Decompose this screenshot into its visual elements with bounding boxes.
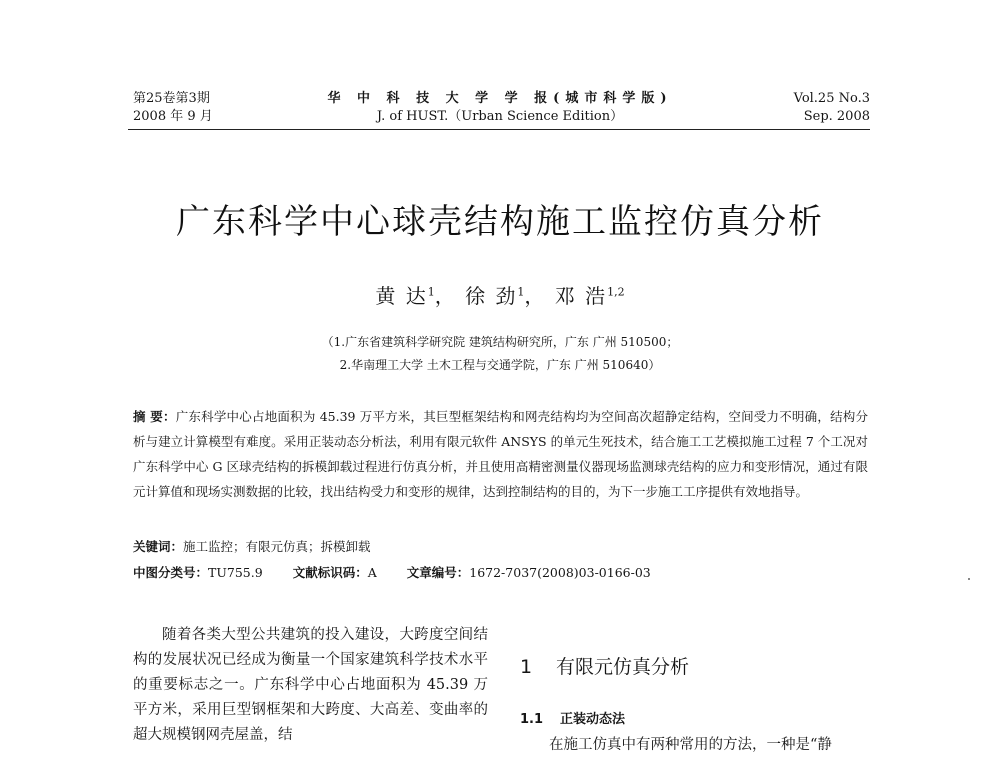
subsection-heading-1-1 [520, 708, 625, 727]
author-name: 黄 达 [375, 284, 428, 308]
keywords-label: 关键词： [133, 539, 184, 554]
volume-issue-en: Vol.25 No.3 [793, 91, 870, 106]
subsection-number: 1.1 [520, 712, 544, 727]
subsection-title: 正装动态法 [560, 712, 626, 727]
clc-label: 中图分类号： [133, 565, 209, 580]
affiliation-2: 2.华南理工大学 土木工程与交通学院，广东 广州 510640） [339, 358, 661, 372]
article-number-value: 1672-7037(2008)03-0166-03 [469, 565, 651, 580]
section-title: 有限元仿真分析 [556, 656, 690, 678]
affiliation-1: （1.广东省建筑科学研究院 建筑结构研究所，广东 广州 510500； [321, 335, 679, 349]
author-affiliation-mark: 1,2 [607, 285, 625, 299]
abstract-label: 摘 要： [133, 409, 176, 424]
publication-date-en: Sep. 2008 [803, 109, 870, 124]
author-affiliation-mark: 1 [427, 285, 435, 299]
header-rule [128, 129, 870, 130]
method-paragraph: 在施工仿真中有两种常用的方法，一种是“静 [549, 737, 832, 753]
section-number: 1 [520, 656, 533, 678]
body-column-right [520, 733, 870, 758]
keywords-text: 施工监控；有限元仿真；拆模卸载 [183, 539, 371, 554]
classification-line [133, 563, 651, 581]
journal-name-en: J. of HUST.（Urban Science Edition） [376, 109, 624, 124]
body-column-left [133, 623, 488, 748]
intro-paragraph: 随着各类大型公共建筑的投入建设，大跨度空间结构的发展状况已经成为衡量一个国家建筑科学技术水平的重要标志之一。广东科学中心占地面积为 45.39 万平方米，采用巨型钢框架和大跨度、大高差、变曲率的超大规模钢网壳屋盖，结 [133, 627, 488, 743]
section-heading-1 [520, 652, 689, 679]
doc-code-value: A [367, 565, 377, 580]
keywords [133, 537, 371, 555]
header-right [794, 90, 870, 126]
author-list: 黄 达$^1$， 徐 劲$^1$， 邓 浩$^{1,2}$ [375, 284, 625, 308]
abstract-text: 广东科学中心占地面积为 45.39 万平方米，其巨型框架结构和网壳结构均为空间高次超静定结构，空间受力不明确，结构分析与建立计算模型有难度。采用正装动态分析法，利用有限元软件 ANSYS 的单元生死技术，结合施工工艺模拟施工过程 7 个工况对广东科学中心 G 区球壳结构的拆模卸载过程进行仿真分析，并且使用高精密测量仪器现场监测球壳结构的应力和变形情况，通过有限元计算值和现场实测数据的比较，找出结构受力和变形的规律，达到控制结构的目的，为下一步施工工序提供有效地指导。 [133, 409, 868, 499]
article-number-label: 文章编号： [406, 565, 470, 580]
author-name: 徐 劲 [465, 284, 518, 308]
abstract [133, 404, 868, 504]
journal-name-cn: 华 中 科 技 大 学 学 报(城市科学版) [327, 91, 673, 106]
publication-date: 2008 年 9 月 [133, 109, 213, 124]
author-name: 邓 浩 [554, 284, 608, 308]
author-affiliation-mark: 1 [517, 285, 525, 299]
doc-code-label: 文献标识码： [292, 565, 368, 580]
clc-value: TU755.9 [208, 565, 263, 580]
header-left [133, 90, 213, 126]
scan-speck [968, 578, 970, 580]
header-center [300, 90, 700, 126]
paper-title: 广东科学中心球壳结构施工监控仿真分析 [176, 202, 824, 242]
volume-issue: 第25卷第3期 [133, 91, 210, 106]
